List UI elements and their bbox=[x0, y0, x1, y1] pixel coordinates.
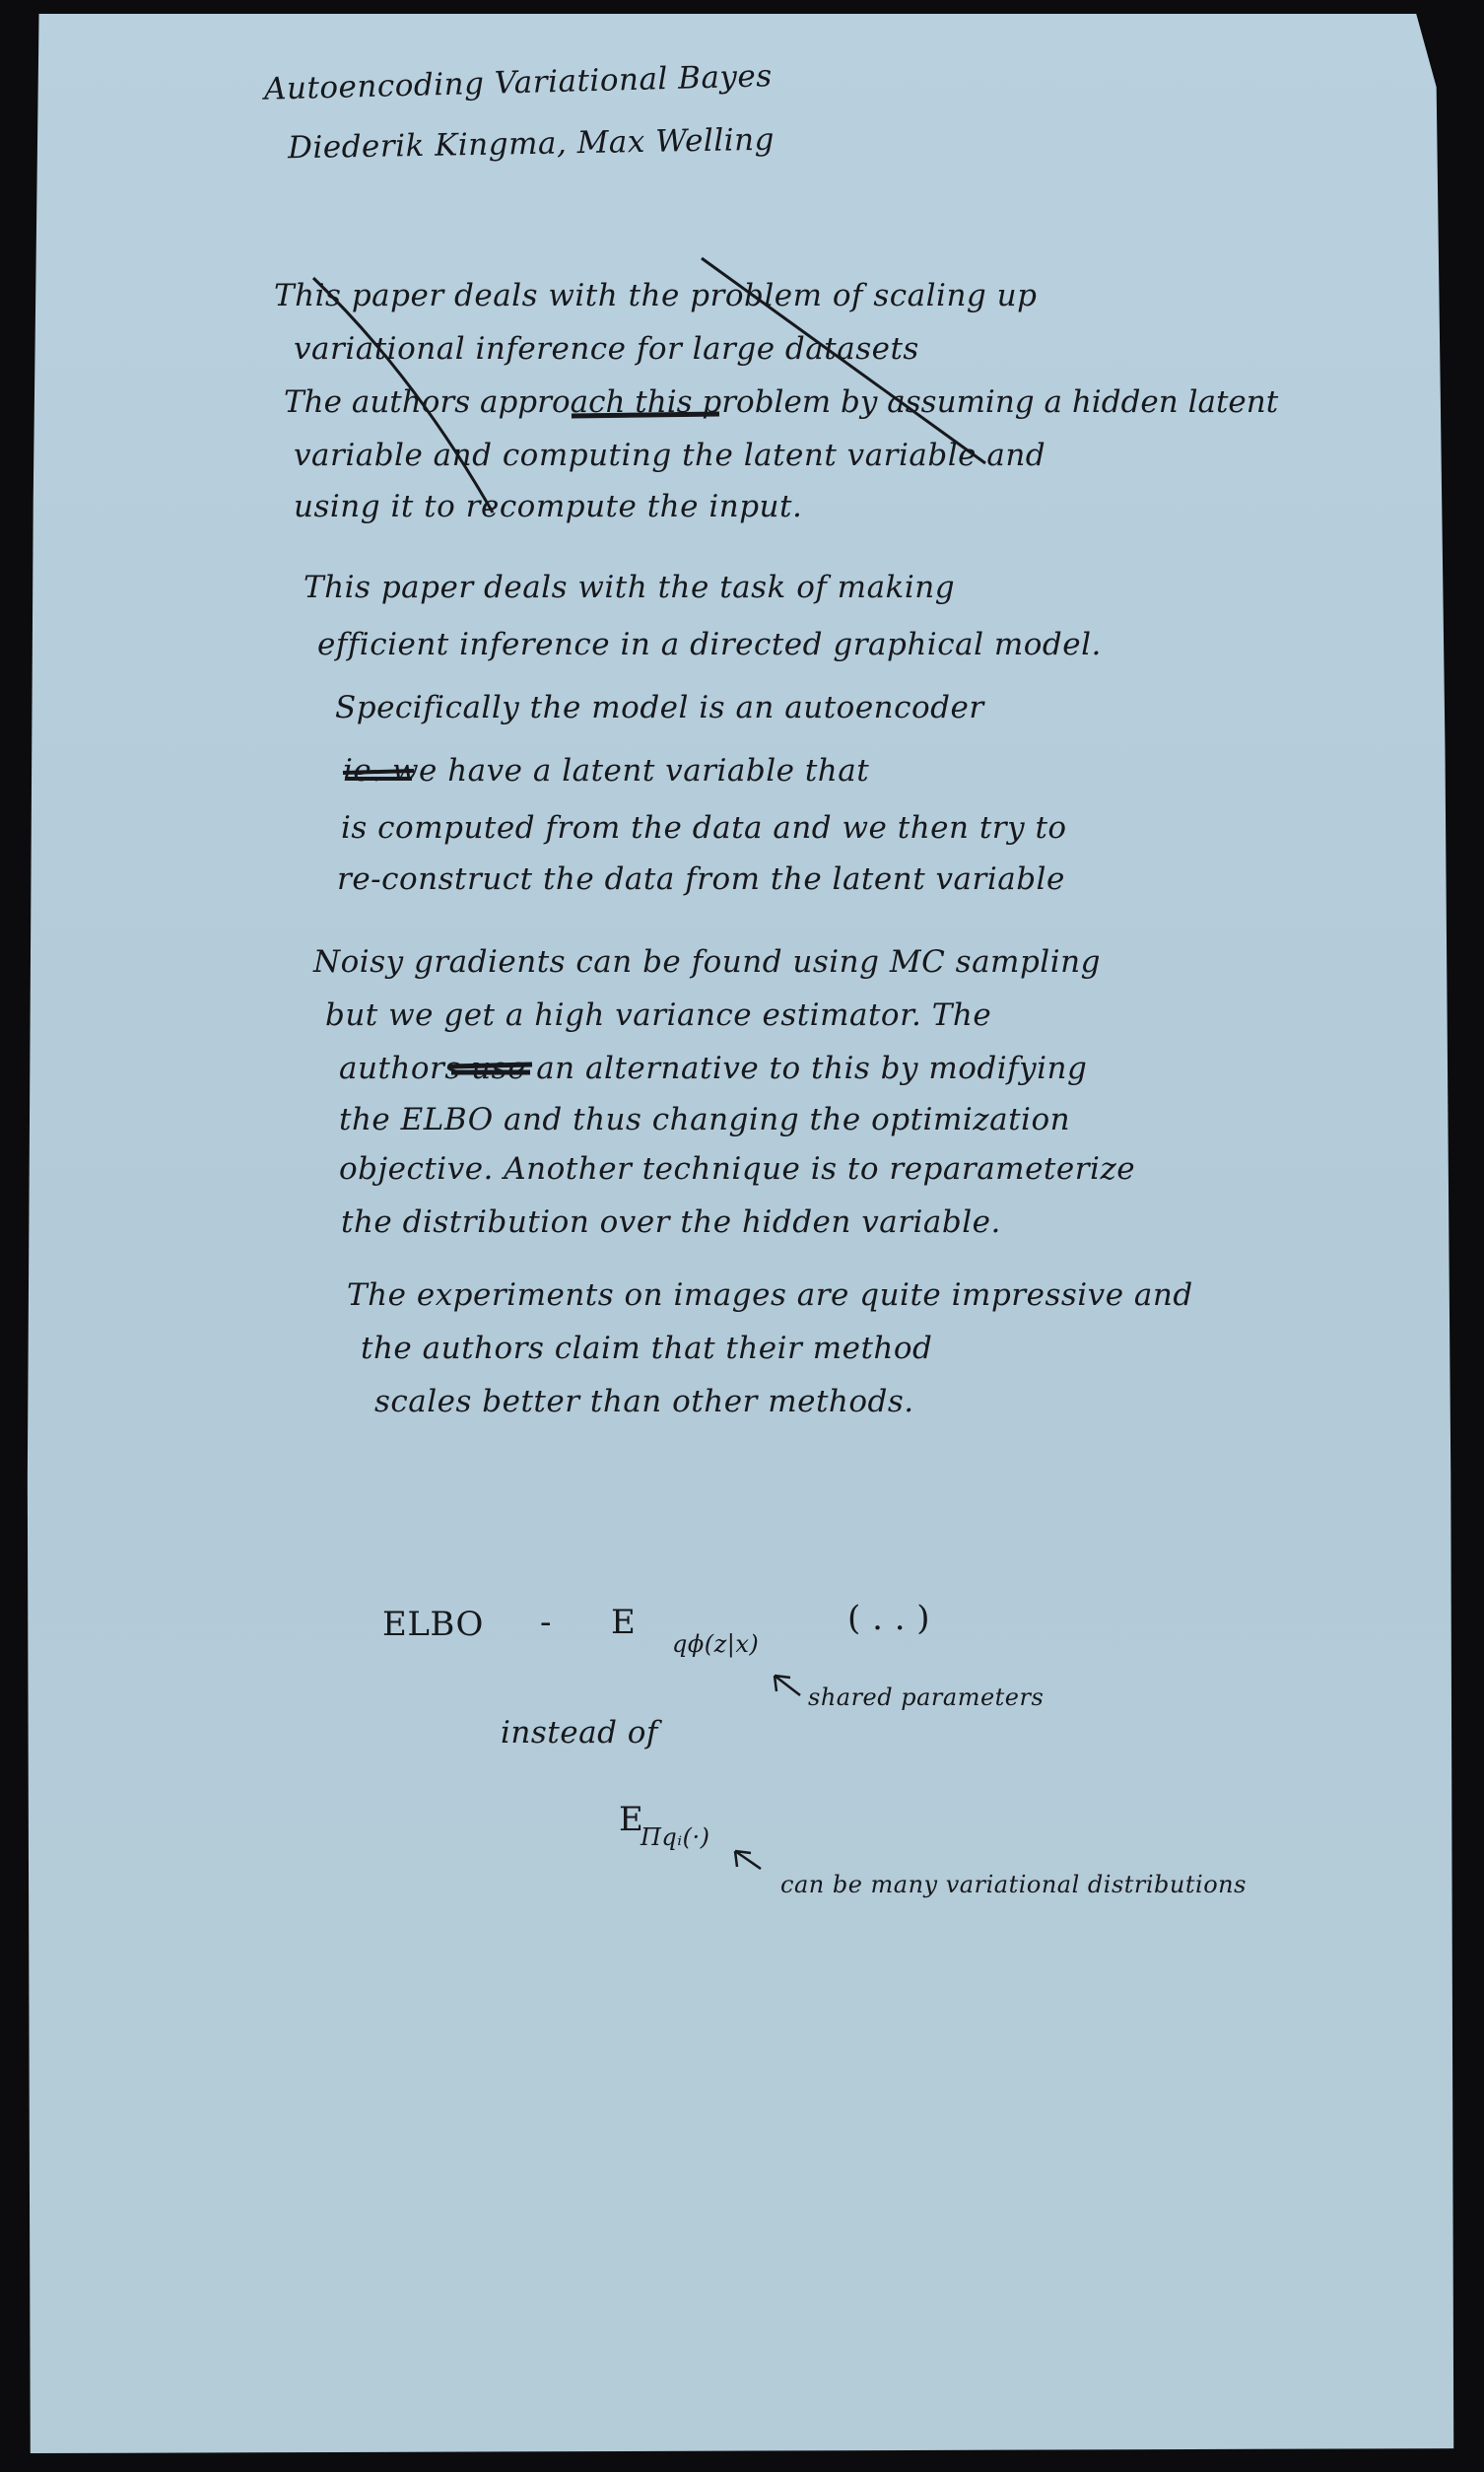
paragraph-2-line-5: is computed from the data and we then try to bbox=[341, 810, 1067, 846]
paragraph-3-line-2: but we get a high variance estimator. The bbox=[325, 997, 992, 1033]
expectation-subscript: qϕ(z|x) bbox=[672, 1630, 760, 1658]
paragraph-1-line-1: This paper deals with the problem of scaling up bbox=[274, 278, 1038, 313]
paragraph-2-line-1: This paper deals with the task of making bbox=[304, 570, 956, 605]
note-authors: Diederik Kingma, Max Welling bbox=[287, 121, 776, 167]
note-title: Autoencoding Variational Bayes bbox=[263, 58, 774, 107]
alt-expectation-subscript: Πqᵢ(·) bbox=[641, 1823, 710, 1851]
shared-parameters-note: shared parameters bbox=[808, 1683, 1045, 1711]
paragraph-1-line-3: The authors approach this problem by assuming a hidden latent bbox=[284, 384, 1279, 420]
expectation-args: ( . . ) bbox=[847, 1599, 931, 1638]
elbo-label: ELBO bbox=[382, 1605, 484, 1644]
paragraph-2-line-4: ie. we have a latent variable that bbox=[343, 753, 870, 789]
paragraph-2-line-2: efficient inference in a directed graphical model. bbox=[317, 627, 1102, 662]
equals-dash: - bbox=[540, 1603, 552, 1642]
instead-of-label: instead of bbox=[501, 1715, 658, 1751]
expectation-symbol: E bbox=[611, 1603, 637, 1642]
paragraph-1-line-5: using it to recompute the input. bbox=[294, 489, 803, 524]
alt-expectation-symbol: E bbox=[619, 1800, 644, 1839]
paragraph-4-line-3: scales better than other methods. bbox=[374, 1384, 914, 1419]
many-distributions-note: can be many variational distributions bbox=[780, 1871, 1247, 1898]
paragraph-3-line-4: the ELBO and thus changing the optimization bbox=[339, 1102, 1071, 1137]
paragraph-3-line-1: Noisy gradients can be found using MC sampling bbox=[313, 944, 1101, 980]
paragraph-1-line-4: variable and computing the latent variable and bbox=[294, 438, 1046, 473]
paragraph-4-line-1: The experiments on images are quite impressive and bbox=[347, 1277, 1193, 1313]
paragraph-4-line-2: the authors claim that their method bbox=[361, 1331, 933, 1366]
paragraph-3-line-6: the distribution over the hidden variable. bbox=[341, 1204, 1001, 1240]
paragraph-1-line-2: variational inference for large datasets bbox=[294, 331, 919, 367]
paragraph-3-line-5: objective. Another technique is to reparameterize bbox=[339, 1151, 1136, 1187]
paragraph-2-line-6: re-construct the data from the latent variable bbox=[337, 861, 1065, 897]
paragraph-3-line-3: authors use an alternative to this by modifying bbox=[339, 1051, 1088, 1086]
paragraph-2-line-3: Specifically the model is an autoencoder bbox=[335, 690, 984, 725]
